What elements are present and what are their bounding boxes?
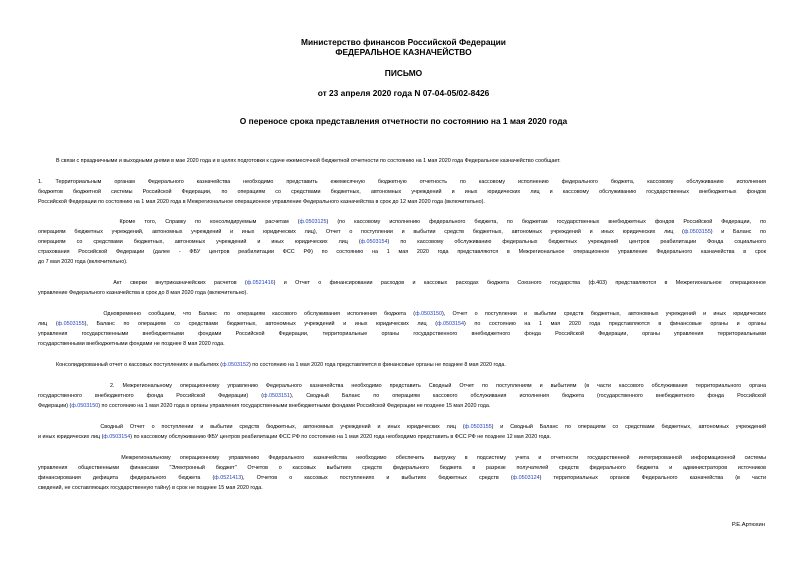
form-link-0503154[interactable]: ф.0503154 (437, 321, 464, 327)
document-date-number: от 23 апреля 2020 года N 07-04-05/02-8426 (317, 88, 490, 98)
paragraph-4-line: управления государственными внебюджетными фондами Российской Федерации, территориальные органы государственного внебюджетного фонда Российской Федерации, органы управления территориальными (38, 331, 766, 337)
paragraph-1-line: бюджетов бюджетной системы Российской Федерации, по операциям со средствами бюджетных, автономных учреждений и иных юридических лиц и кассовому обслуживанию государственных внебюджетных фондов (38, 189, 766, 195)
paragraph-3-line: Акт сверки внутриказначейских расчетов (ф.0521416) и Отчет о финансировании расходов и кассовых расходах бюджета Союзного государства (ф.403) представляются в Межрегиональное операционное (113, 280, 766, 286)
paragraph-6-line: государственного внебюджетного фонда Российской Федерации) (ф.0503151), Сводный Баланс по операциям кассового обслуживания исполнения бюджета (государственного внебюджетного фонда Российской (38, 393, 766, 399)
paragraph-2-line: операциям бюджетных учреждений, автономных учреждений и иных юридических лиц), Отчет о поступлении и выбытии средств бюджетных, автономных учреждений и иных юридических лиц (ф.0503155) и Баланс по (38, 229, 766, 235)
document-subject: О переносе срока представления отчетности по состоянию на 1 мая 2020 года (239, 116, 568, 126)
form-link-0503155[interactable]: ф.0503155 (57, 321, 85, 327)
form-link-0503155[interactable]: ф.0503155 (683, 229, 711, 235)
paragraph-8-line: сведений, не составляющих государственную тайну) в срок не позднее 15 мая 2020 года. (38, 485, 263, 491)
form-link-0503154[interactable]: ф.0503154 (360, 239, 388, 245)
paragraph-2-line: страхования Российской Федерации (далее - ФБУ центров реабилитации ФСС РФ) по состоянию на 1 мая 2020 года представляются в Межрегиональное операционное управление Федерального казначейства в срок (38, 249, 766, 255)
document-type: ПИСЬМО (384, 68, 423, 78)
paragraph-8-line: финансирования дефицита федерального бюджета (ф.0521413), Отчетов о кассовых поступлениях и выбытиях бюджетных средств (ф.0503124) территориальных органов Федерального казначейства (в части (38, 475, 766, 481)
form-link-0503152[interactable]: ф.0503152 (222, 362, 250, 368)
paragraph-8-line: Межрегиональному операционному управлению Федерального казначейства необходимо обеспечить выгрузку в подсистему учета и отчетности государственной интегрированной информационной системы (121, 455, 766, 461)
agency-name: ФЕДЕРАЛЬНОЕ КАЗНАЧЕЙСТВО (335, 47, 472, 57)
form-link-0503124[interactable]: ф.0503124 (512, 475, 540, 481)
form-link-0503150[interactable]: ф.0503150 (415, 311, 442, 317)
paragraph-6-line: Федерации) (ф.0503150) по состоянию на 1 мая 2020 года в органы управления государственными внебюджетными фондами Российской Федерации не позднее 15 мая 2020 года. (38, 403, 491, 409)
paragraph-3-line: управление Федерального казначейства в срок до 8 мая 2020 года (включительно). (38, 290, 248, 296)
intro-paragraph: В связи с праздничными и выходными днями в мае 2020 года и в целях подготовки к сдаче ежемесячной бюджетной отчетности по состоянию на 1 мая 2020 года Федеральное казначейство сообщает. (56, 158, 561, 164)
paragraph-1-line: Российской Федерации по состоянию на 1 мая 2020 года в Межрегиональное операционное управление Федерального казначейства в срок до 12 мая 2020 года (включительно). (38, 199, 485, 205)
paragraph-1-line: 1. Территориальным органам Федерального казначейства необходимо представить ежемесячную бюджетную отчетность по кассовому исполнению федерального бюджета, кассовому обслуживанию исполнения (38, 179, 766, 185)
paragraph-7-line: Сводный Отчет о поступлении и выбытии средств бюджетных, автономных учреждений и иных юридических лиц (ф.0503155) и Сводный Баланс по операциям со средствами бюджетных, автономных учреждений (100, 424, 766, 430)
form-link-0503155[interactable]: ф.0503155 (464, 424, 492, 430)
ministry-name: Министерство финансов Российской Федерации (301, 37, 506, 47)
form-link-0503151[interactable]: ф.0503151 (263, 393, 290, 399)
paragraph-6-line: 2. Межрегиональному операционному управлению Федерального казначейства необходимо представить Сводный Отчет по поступлениям и выбытиям (в части кассового обслуживания территориального органа (110, 383, 766, 389)
form-link-0503150[interactable]: ф.0503150 (71, 403, 99, 409)
paragraph-4-line: Одновременно сообщаем, что Баланс по операциям кассового обслуживания исполнения бюджета (ф.0503150), Отчет о поступлении и выбытии средств бюджетных, автономных учреждений и иных юридических (103, 311, 766, 317)
paragraph-4-line: государственными внебюджетными фондами не позднее 8 мая 2020 года. (38, 341, 225, 347)
paragraph-2-line: до 7 мая 2020 года (включительно). (38, 259, 128, 265)
form-link-0521416[interactable]: ф.0521416 (246, 280, 274, 286)
form-link-0503154[interactable]: ф.0503154 (103, 434, 131, 440)
signature: Р.Е.Артюхин (731, 522, 765, 528)
paragraph-2-line: операциям со средствами бюджетных, автономных учреждений и иных юридических лиц (ф.0503154) по кассовому обслуживанию федеральных бюджетных учреждений центров реабилитации Фонда социального (38, 239, 766, 245)
paragraph-4-line: лиц (ф.0503155), Баланс по операциям со средствами бюджетных, автономных учреждений и иных юридических лиц (ф.0503154) по состоянию на 1 мая 2020 года представляются в финансовые органы и органы (38, 321, 766, 327)
form-link-0503125[interactable]: ф.0503125 (299, 219, 327, 225)
form-link-0521413[interactable]: ф.0521413 (214, 475, 242, 481)
paragraph-2-line: Кроме того, Справку по консолидируемым расчетам (ф.0503125) (по кассовому исполнению федерального бюджета, по бюджетам государственных внебюджетных фондов Российской Федерации, по (119, 219, 766, 225)
paragraph-8-line: управления общественными финансами "Электронный бюджет" Отчетов о кассовых выбытиях средств федерального бюджета в разрезе получателей средств федерального бюджета и администраторов источников (38, 465, 766, 471)
paragraph-7-line: и иных юридических лиц (ф.0503154) по кассовому обслуживанию ФБУ центров реабилитации ФСС РФ по состоянию на 1 мая 2020 года необходимо представить в ФСС РФ не позднее 12 мая 2020 года. (38, 434, 552, 440)
paragraph-5-line: Консолидированный отчет о кассовых поступлениях и выбытиях (ф.0503152) по состоянию на 1 мая 2020 года представляется в финансовые органы не позднее 8 мая 2020 года. (56, 362, 506, 368)
